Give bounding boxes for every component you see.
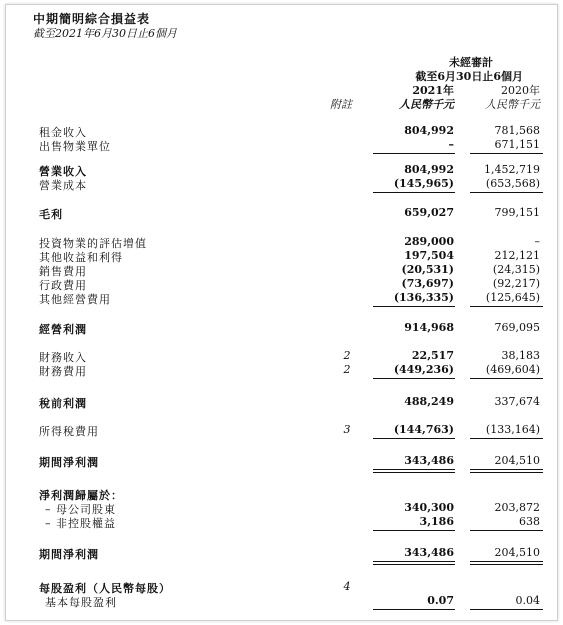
total-double-rule-2021 xyxy=(373,564,455,565)
value-2020: 769,095 xyxy=(494,321,540,334)
note-ref: 2 xyxy=(343,349,351,362)
subtotal-rule-2020 xyxy=(470,192,543,193)
row-label: 其他經營費用 xyxy=(39,293,111,306)
subtotal-rule-2020 xyxy=(470,438,543,439)
row-profit-for-period xyxy=(0,454,563,468)
row-finance-costs xyxy=(0,363,563,377)
header-currency-2020: 人民幣千元 xyxy=(485,98,540,111)
value-2021: 488,249 xyxy=(404,395,454,408)
note-ref: 2 xyxy=(343,363,351,376)
subtotal-rule-2021 xyxy=(373,530,455,531)
value-2020: 204,510 xyxy=(494,546,540,559)
subtotal-rule-2020 xyxy=(470,378,543,379)
row-label: 財務費用 xyxy=(39,365,87,378)
row-non-controlling-interests xyxy=(0,515,563,529)
row-cost-of-sales xyxy=(0,177,563,191)
row-label: – 母公司股東 xyxy=(45,503,116,516)
row-operating-profit xyxy=(0,321,563,335)
row-label: 銷售費用 xyxy=(39,265,87,278)
row-selling-expenses xyxy=(0,263,563,277)
value-2021: 22,517 xyxy=(411,349,454,362)
row-profit-before-tax xyxy=(0,395,563,409)
row-profit-for-period-total xyxy=(0,546,563,560)
row-revenue xyxy=(0,163,563,177)
note-ref: 4 xyxy=(343,580,351,593)
value-2021: (144,763) xyxy=(393,423,454,436)
header-note: 附註 xyxy=(330,98,352,111)
value-2020: (133,164) xyxy=(485,423,540,436)
value-2020: (92,217) xyxy=(492,277,540,290)
value-2021: 3,186 xyxy=(419,515,454,528)
value-2021: (449,236) xyxy=(393,363,454,376)
value-2021: 914,968 xyxy=(404,321,454,334)
header-year-2020: 2020年 xyxy=(501,84,540,97)
total-double-rule-2020 xyxy=(470,564,543,565)
value-2021: 343,486 xyxy=(404,454,454,467)
header-period: 截至6月30日止6個月 xyxy=(415,70,523,83)
subtotal-rule-2021 xyxy=(373,153,455,154)
row-label: 行政費用 xyxy=(39,279,87,292)
value-2021: (20,531) xyxy=(401,263,454,276)
row-finance-income xyxy=(0,349,563,363)
value-2020: (469,604) xyxy=(485,363,540,376)
row-label: 租金收入 xyxy=(39,126,87,139)
row-eps-heading xyxy=(0,580,563,594)
row-gross-profit xyxy=(0,206,563,220)
value-2020: (24,315) xyxy=(492,263,540,276)
value-2021: 0.07 xyxy=(427,594,454,607)
value-2020: (125,645) xyxy=(485,291,540,304)
row-label: 期間淨利潤 xyxy=(39,548,99,561)
value-2021: 340,300 xyxy=(404,501,454,514)
row-label: 稅前利潤 xyxy=(39,397,87,410)
value-2020: – xyxy=(534,235,540,248)
value-2020: 1,452,719 xyxy=(484,163,540,176)
total-rule-2020 xyxy=(470,561,543,562)
value-2021: 197,504 xyxy=(404,249,454,262)
total-rule-2021 xyxy=(373,469,455,470)
row-label: 基本每股盈利 xyxy=(45,596,117,609)
row-owners-of-parent xyxy=(0,501,563,515)
value-2020: 38,183 xyxy=(501,349,540,362)
row-property-sales xyxy=(0,138,563,152)
subtotal-rule-2020 xyxy=(470,530,543,531)
subtotal-rule-2021 xyxy=(373,438,455,439)
header-unaudited: 未經審計 xyxy=(449,56,493,69)
value-2020: 799,151 xyxy=(494,206,540,219)
total-rule-2021 xyxy=(373,561,455,562)
subtotal-rule-2020 xyxy=(470,306,543,307)
row-other-operating-expenses xyxy=(0,291,563,305)
row-attributable-to xyxy=(0,487,563,501)
row-label: 所得稅費用 xyxy=(39,425,99,438)
total-double-rule-2020 xyxy=(470,472,543,473)
value-2020: 337,674 xyxy=(494,395,540,408)
subtotal-rule-2021 xyxy=(373,192,455,193)
row-rental-income xyxy=(0,124,563,138)
value-2020: 212,121 xyxy=(494,249,540,262)
note-ref: 3 xyxy=(343,423,351,436)
total-double-rule-2021 xyxy=(373,472,455,473)
row-label: 每股盈利（人民幣每股） xyxy=(39,582,171,595)
row-basic-eps xyxy=(0,594,563,608)
row-income-tax xyxy=(0,423,563,437)
row-label: 淨利潤歸屬於： xyxy=(39,489,123,502)
row-other-income xyxy=(0,249,563,263)
row-admin-expenses xyxy=(0,277,563,291)
value-2020: 204,510 xyxy=(494,454,540,467)
row-label: – 非控股權益 xyxy=(45,517,116,530)
value-2021: – xyxy=(448,138,454,151)
value-2020: 671,151 xyxy=(494,138,540,151)
statement-subtitle: 截至2021年6月30日止6個月 xyxy=(33,27,177,40)
header-currency-2021: 人民幣千元 xyxy=(399,98,454,111)
value-2020: (653,568) xyxy=(485,177,540,190)
subtotal-rule-2020 xyxy=(470,153,543,154)
row-label: 營業收入 xyxy=(39,165,87,178)
statement-title: 中期簡明綜合損益表 xyxy=(33,12,151,26)
value-2021: (73,697) xyxy=(401,277,454,290)
row-label: 其他收益和利得 xyxy=(39,251,123,264)
row-label: 出售物業單位 xyxy=(39,140,111,153)
value-2021: 659,027 xyxy=(404,206,454,219)
subtotal-rule-2021 xyxy=(373,306,455,307)
row-label: 期間淨利潤 xyxy=(39,456,99,469)
subtotal-rule-2021 xyxy=(373,378,455,379)
row-label: 毛利 xyxy=(39,208,63,221)
row-label: 財務收入 xyxy=(39,351,87,364)
value-2021: (136,335) xyxy=(393,291,454,304)
value-2021: (145,965) xyxy=(393,177,454,190)
total-rule-2020 xyxy=(470,469,543,470)
value-2020: 638 xyxy=(519,515,540,528)
header-year-2021: 2021年 xyxy=(412,84,454,97)
value-2020: 203,872 xyxy=(494,501,540,514)
row-label: 投資物業的評估增值 xyxy=(39,237,147,250)
value-2021: 289,000 xyxy=(404,235,454,248)
total-rule-2020 xyxy=(470,609,543,610)
row-label: 營業成本 xyxy=(39,179,87,192)
value-2021: 343,486 xyxy=(404,546,454,559)
value-2020: 781,568 xyxy=(494,124,540,137)
value-2021: 804,992 xyxy=(404,124,454,137)
total-rule-2021 xyxy=(373,609,455,610)
row-fair-value-gain xyxy=(0,235,563,249)
row-label: 經營利潤 xyxy=(39,323,87,336)
value-2020: 0.04 xyxy=(515,594,540,607)
value-2021: 804,992 xyxy=(404,163,454,176)
